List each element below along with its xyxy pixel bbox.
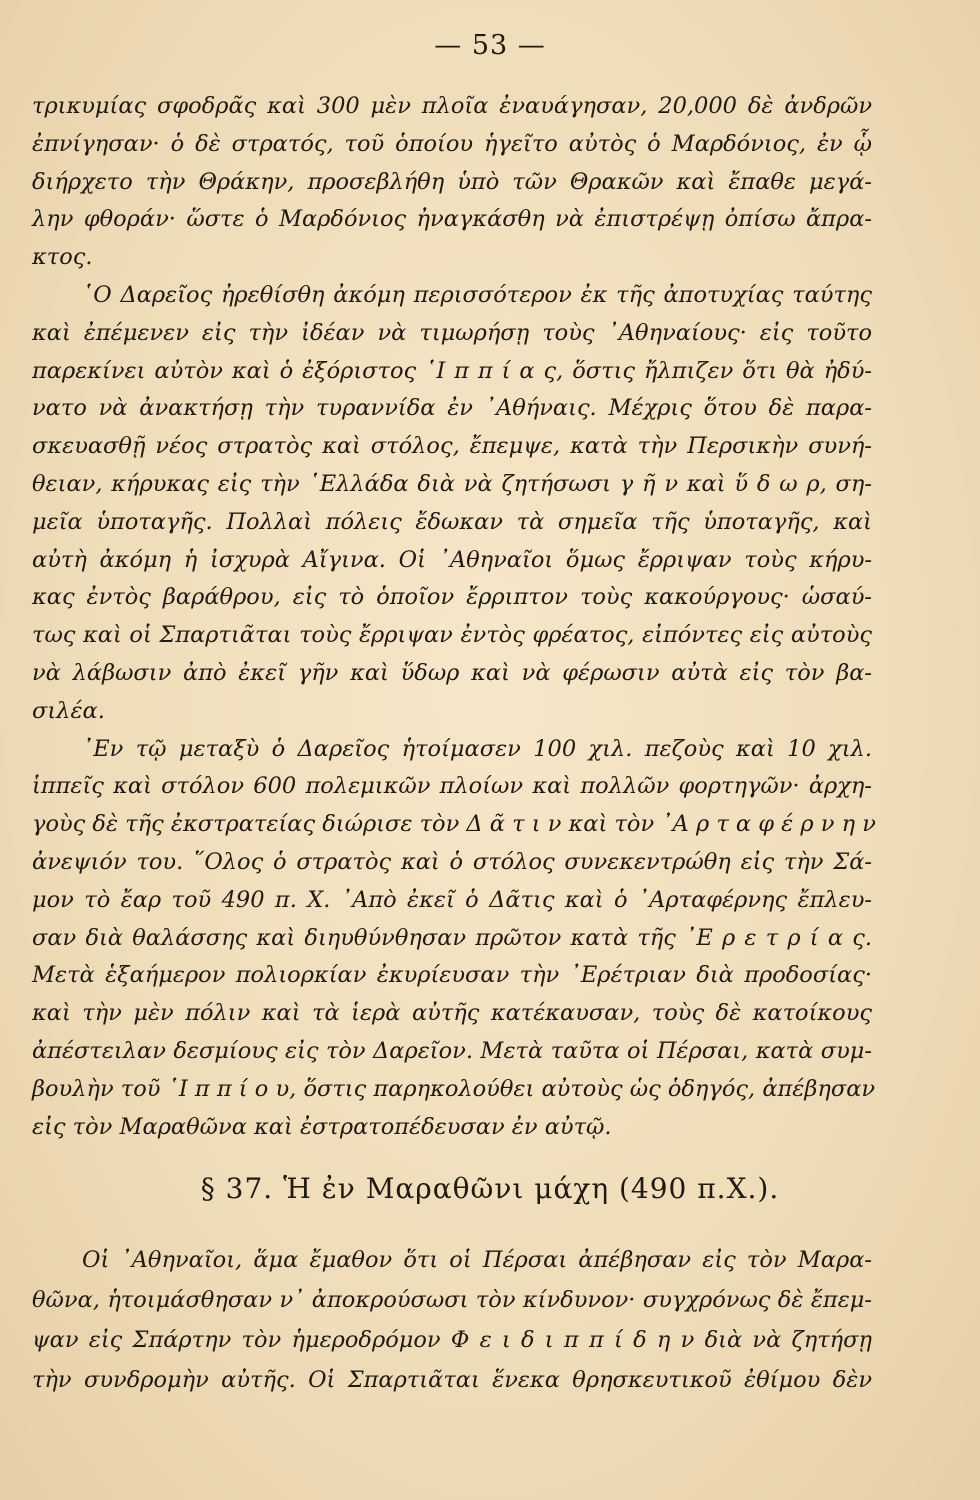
- text-line: καὶ τὴν μὲν πόλιν καὶ τὰ ἱερὰ αὐτῆς κατέκαυσαν, τοὺς δὲ κατοίκους: [32, 1000, 872, 1027]
- text-line: μεῖα ὑποταγῆς. Πολλαὶ πόλεις ἔδωκαν τὰ σημεῖα τῆς ὑποταγῆς, καὶ: [32, 508, 872, 535]
- text-line: ἐπνίγησαν· ὁ δὲ στρατός, τοῦ ὁποίου ἡγεῖτο αὐτὸς ὁ Μαρδόνιος, ἐν ᾧ: [32, 130, 872, 157]
- page-number: — 53 —: [434, 30, 546, 61]
- text-line: βουλὴν τοῦ ῾Ι π π ί ο υ, ὅστις παρηκολούθει αὐτοὺς ὡς ὁδηγός, ἀπέβησαν: [32, 1075, 876, 1102]
- text-line: τως καὶ οἱ Σπαρτιᾶται τοὺς ἔρριψαν ἐντὸς φρέατος, εἰπόντες εἰς αὐτοὺς: [32, 622, 872, 649]
- text-line: ῾Ο Δαρεῖος ἠρεθίσθη ἀκόμη περισσότερον ἐκ τῆς ἀποτυχίας ταύτης: [82, 281, 872, 308]
- text-line: Οἱ ᾿Αθηναῖοι, ἅμα ἔμαθον ὅτι οἱ Πέρσαι ἀπέβησαν εἰς τὸν Μαρα-: [82, 1247, 872, 1273]
- text-line: τὴν συνδρομὴν αὐτῆς. Οἱ Σπαρτιᾶται ἕνεκα θρησκευτικοῦ ἐθίμου δὲν: [32, 1367, 872, 1393]
- section-heading: § 37. Ἡ ἐν Μαραθῶνι μάχη (490 π.Χ.).: [200, 1172, 780, 1205]
- text-line: ἱππεῖς καὶ στόλον 600 πολεμικῶν πλοίων καὶ πολλῶν φορτηγῶν· ἀρχη-: [32, 773, 872, 800]
- text-line: σιλέα.: [32, 697, 105, 724]
- text-line: τρικυμίας σφοδρᾶς καὶ 300 μὲν πλοῖα ἐναυάγησαν, 20,000 δὲ ἀνδρῶν: [32, 93, 872, 119]
- text-line: παρεκίνει αὐτὸν καὶ ὁ ἐξόριστος ῾Ι π π ί α ς, ὅστις ἤλπιζεν ὅτι θὰ ἠδύ-: [32, 357, 872, 384]
- text-line: διήρχετο τὴν Θράκην, προσεβλήθη ὑπὸ τῶν Θρακῶν καὶ ἔπαθε μεγά-: [32, 168, 872, 195]
- text-line: αὐτὴ ἀκόμη ἡ ἰσχυρὰ Αἴγινα. Οἱ ᾿Αθηναῖοι ὅμως ἔρριψαν τοὺς κήρυ-: [32, 546, 872, 573]
- text-line: κας ἐντὸς βαράθρου, εἰς τὸ ὁποῖον ἔρριπτον τοὺς κακούργους· ὡσαύ-: [32, 584, 872, 611]
- text-line: γοὺς δὲ τῆς ἐκστρατείας διώρισε τὸν Δ ᾶ τ ι ν καὶ τὸν ᾿Α ρ τ α φ έ ρ ν η ν: [32, 811, 876, 838]
- text-line: σαν διὰ θαλάσσης καὶ διηυθύνθησαν πρῶτον κατὰ τῆς ᾿Ε ρ ε τ ρ ί α ς.: [32, 924, 872, 951]
- text-line: εἰς τὸν Μαραθῶνα καὶ ἐστρατοπέδευσαν ἐν αὐτῷ.: [32, 1113, 612, 1140]
- text-line: μον τὸ ἔαρ τοῦ 490 π. Χ. ᾿Απὸ ἐκεῖ ὁ Δᾶτις καὶ ὁ ᾿Αρταφέρνης ἔπλευ-: [32, 886, 872, 913]
- text-line: νατο νὰ ἀνακτήσῃ τὴν τυραννίδα ἐν ᾿Αθήναις. Μέχρις ὅτου δὲ παρα-: [32, 395, 872, 422]
- text-line: νὰ λάβωσιν ἀπὸ ἐκεῖ γῆν καὶ ὕδωρ καὶ νὰ φέρωσιν αὐτὰ εἰς τὸν βα-: [32, 659, 872, 686]
- final-paragraph: [32, 1240, 872, 1400]
- text-line: θειαν, κήρυκας εἰς τὴν ῾Ελλάδα διὰ νὰ ζητήσωσι γ ῆ ν καὶ ὕ δ ω ρ, ση-: [32, 470, 872, 497]
- text-line: ψαν εἰς Σπάρτην τὸν ἡμεροδρόμον Φ ε ι δ ι π π ί δ η ν διὰ νὰ ζητήσῃ: [32, 1327, 872, 1353]
- text-line: θῶνα, ἡτοιμάσθησαν ν᾿ ἀποκρούσωσι τὸν κίνδυνον· συγχρόνως δὲ ἔπεμ-: [32, 1287, 872, 1313]
- text-line: Μετὰ ἑξαήμερον πολιορκίαν ἐκυρίευσαν τὴν ᾿Ερέτριαν διὰ προδοσίας·: [32, 962, 872, 989]
- text-line: ἀπέστειλαν δεσμίους εἰς τὸν Δαρεῖον. Μετὰ ταῦτα οἱ Πέρσαι, κατὰ συμ-: [32, 1037, 872, 1064]
- text-line: λην φθοράν· ὥστε ὁ Μαρδόνιος ἠναγκάσθη νὰ ἐπιστρέψῃ ὀπίσω ἄπρα-: [32, 206, 872, 233]
- text-line: ᾿Εν τῷ μεταξὺ ὁ Δαρεῖος ἡτοίμασεν 100 χιλ. πεζοὺς καὶ 10 χιλ.: [82, 735, 872, 762]
- main-text: [32, 88, 876, 1146]
- text-line: καὶ ἐπέμενεν εἰς τὴν ἰδέαν νὰ τιμωρήσῃ τοὺς ᾿Αθηναίους· εἰς τοῦτο: [32, 319, 872, 346]
- text-line: κτος.: [32, 244, 93, 271]
- text-line: ἀνεψιόν του. ῞Ολος ὁ στρατὸς καὶ ὁ στόλος συνεκεντρώθη εἰς τὴν Σά-: [32, 848, 872, 875]
- text-line: σκευασθῇ νέος στρατὸς καὶ στόλος, ἔπεμψε, κατὰ τὴν Περσικὴν συνή-: [32, 433, 872, 460]
